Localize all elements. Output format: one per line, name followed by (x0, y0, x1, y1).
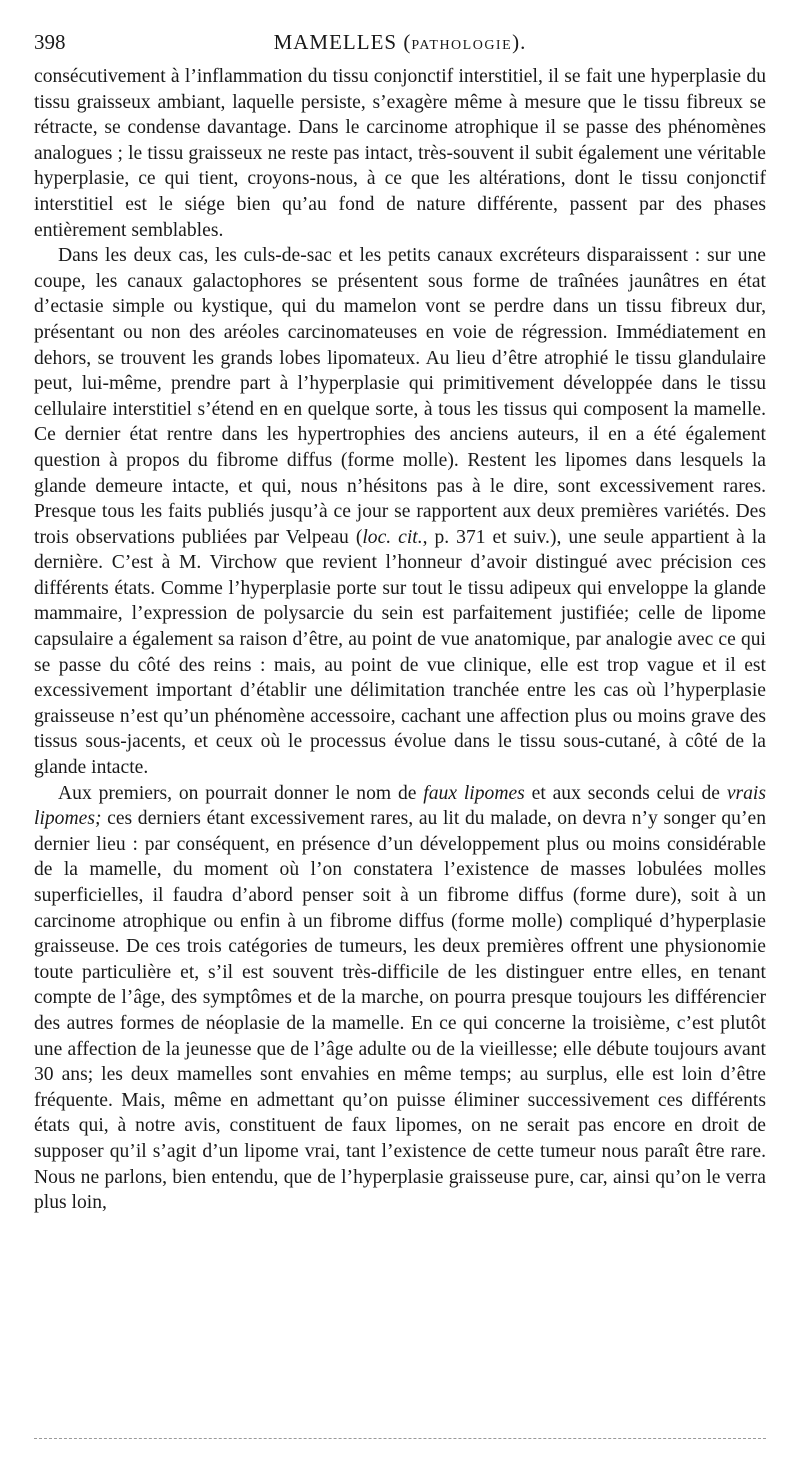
running-title (34, 30, 766, 55)
paragraph-1: consécutivement à l’inflammation du tissu conjonctif interstitiel, il se fait une hyperplasie du tissu graisseux ambiant, laquelle persiste, s’exagère même à mesure que le tissu fibreux se rétracte, se condense davantage. Dans le carcinome atrophique il se passe des phénomènes analogues ; le tissu graisseux ne reste pas intact, très-souvent il subit également une véritable hyperplasie, ce qui tient, croyons-nous, à ce que les altérations, dont le tissu conjonctif interstitiel est le siége bien qu’au fond de nature différente, passent par des phases entièrement semblables. (34, 66, 766, 241)
running-title-close: ). (512, 30, 527, 54)
running-header (34, 30, 766, 56)
faux-lipomes-italic: faux lipomes (423, 782, 525, 804)
vrais-lipomes-italic: vrais lipomes; (34, 782, 766, 830)
paragraph-3-part-3: ces derniers étant excessivement rares, au lit du malade, on devra n’y songer qu’en dernier lieu : par conséquent, en présence d’un développement plus ou moins considérable de la mamelle, du moment où l’on constatera l’existence de masses lobulées molles superficielles, il faudra d’abord penser soit à un fibrome diffus (forme dure), soit à un carcinome atrophique ou enfin à un fibrome diffus (forme molle) compliqué d’hyperplasie graisseuse. De ces trois catégories de tumeurs, les deux premières offrent une physionomie toute particulière et, s’il est souvent très-difficile de les distinguer entre elles, en tenant compte de l’âge, des symptômes et de la marche, on pourra presque toujours les différencier des autres formes de néoplasie de la mamelle. En ce qui concerne la troisième, c’est plutôt une affection de la jeunesse que de l’âge adulte ou de la vieillesse; elle débute toujours avant 30 ans; les deux mamelles sont envahies en même temps; au surplus, elle est loin d’être fréquente. Mais, même en admettant qu’on puisse éliminer successivement ces différents états qui, à notre avis, constituent de faux lipomes, on ne serait pas encore en droit de supposer qu’il s’agit d’un lipome vrai, tant l’existence de cette tumeur nous paraît être rare. Nous ne parlons, bien entendu, que de l’hyperplasie graisseuse pure, car, ainsi qu’on le verra plus loin, (34, 808, 766, 1214)
running-title-open: ( (397, 30, 412, 54)
page-number: 398 (34, 30, 66, 54)
paragraph-2-part-2: , p. 371 et suiv.), une seule appartient à la dernière. C’est à M. Virchow que revient l’honneur d’avoir distingué avec précision ces différents états. Comme l’hyperplasie porte sur tout le tissu adipeux qui enveloppe la glande mammaire, l’expression de polysarcie du sein est parfaitement justifiée; celle de lipome capsulaire a également sa raison d’être, au point de vue anatomique, par analogie avec ce qui se passe du côté des reins : mais, au point de vue clinique, elle est trop vague et il est excessivement important d’établir une délimitation tranchée entre les cas où l’hyperplasie graisseuse n’est qu’un phénomène accessoire, cachant une affection plus ou moins grave des tissus sous-jacents, et ceux où le processus évolue dans le tissu sous-cutané, à côté de la glande intacte. (34, 526, 766, 779)
footer-dashed-rule (34, 1438, 766, 1439)
running-title-main: MAMELLES (273, 30, 398, 54)
paragraph-3-part-2: et aux seconds celui de (524, 782, 727, 804)
paragraph-2-part-1: Dans les deux cas, les culs-de-sac et les petits canaux excréteurs disparaissent : sur une coupe, les canaux galactophores se présentent sous forme de traînées jaunâtres en état d’ectasie simple ou kystique, qui du mamelon vont se perdre dans un tissu fibreux dur, présentant ou non des aréoles carcinomateuses en voie de régression. Immédiatement en dehors, se trouvent les grands lobes lipomateux. Au lieu d’être atrophié le tissu glandulaire peut, lui-même, prendre part à l’hyperplasie qui primitivement développée dans le tissu cellulaire interstitiel s’étend en en quelque sorte, à tous les tissus qui composent la mamelle. Ce dernier état rentre dans les hypertrophies des anciens auteurs, il en a été également question à propos du fibrome diffus (forme molle). Restent les lipomes dans lesquels la glande demeure intacte, et qui, nous n’hésitons pas à le dire, sont excessivement rares. Presque tous les faits publiés jusqu’à ce jour se rapportent aux deux premières variétés. Des trois observations publiées par Velpeau ( (34, 245, 766, 548)
paragraph-3-part-1: Aux premiers, on pourrait donner le nom de (58, 782, 424, 804)
paragraph-2 (34, 243, 766, 780)
paragraph-3 (34, 781, 766, 1216)
body-text (34, 64, 766, 1216)
loc-cit-italic: loc. cit. (362, 526, 423, 548)
running-title-section: PATHOLOGIE (411, 38, 513, 53)
